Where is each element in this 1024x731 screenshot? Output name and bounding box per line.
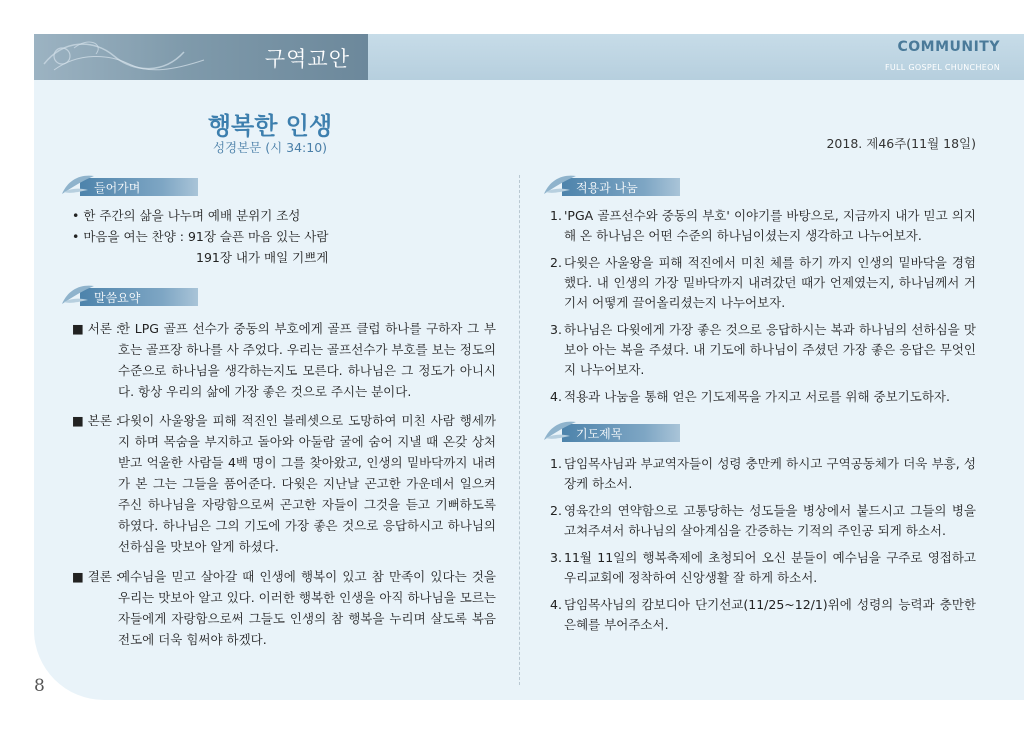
- item-number: 4.: [550, 597, 562, 612]
- list-item: [550, 206, 976, 246]
- leaf-icon: [58, 170, 98, 198]
- intro-heading: [58, 176, 203, 196]
- lesson-date: 2018. 제46주(11월 18일): [826, 136, 976, 151]
- page-header: [34, 34, 1024, 80]
- list-item: [550, 548, 976, 588]
- list-item: [550, 320, 976, 380]
- application-heading-label: 적용과 나눔: [576, 181, 638, 195]
- prayer-heading: [540, 422, 685, 442]
- leaf-icon: [540, 170, 580, 198]
- item-number: 4.: [550, 389, 562, 404]
- item-text: 적용과 나눔을 통해 얻은 기도제목을 가지고 서로를 위해 중보기도하자.: [564, 389, 950, 404]
- sermon-body: [72, 410, 496, 560]
- list-item: [550, 595, 976, 635]
- sermon-intro-label: ■ 서론 :: [72, 321, 121, 336]
- sermon-intro: [72, 318, 496, 406]
- sermon-intro-text: 한 LPG 골프 선수가 중동의 부호에게 골프 클럽 하나를 구하자 그 부호는 골프장 하나를 사 주었다. 우리는 골프선수가 부호를 보는 정도의 수준으로 하나님을 생각하는지도 모른다. 하나님은 그 정도가 아니시다. 항상 우리의 삶에 가장 좋은 것으로 주시는 분이다.: [118, 321, 496, 399]
- summary-heading-label: 말씀요약: [94, 291, 141, 305]
- header-brand-band: [368, 34, 1024, 80]
- page-number: 8: [34, 676, 45, 696]
- list-item: [550, 454, 976, 494]
- intro-line: • 한 주간의 삶을 나누며 예배 분위기 조성: [72, 208, 301, 223]
- item-text: 다윗은 사울왕을 피해 적진에서 미친 체를 하기 까지 인생의 밑바닥을 경험했다. 내 인생의 가장 밑바닥까지 내려갔던 때가 언제였는지, 하나님께서 거기서 어떻게 끌어올리셨는지 나누어보자.: [564, 255, 976, 310]
- item-number: 3.: [550, 322, 562, 337]
- intro-heading-label: 들어가며: [94, 181, 141, 195]
- intro-list: [72, 205, 502, 268]
- scripture-reference: 성경본문 (시 34:10): [212, 140, 328, 155]
- item-text: 영육간의 연약함으로 고통당하는 성도들을 병상에서 붙드시고 그들의 병을 고쳐주셔서 하나님의 살아계심을 간증하는 기적의 주인공 되게 하소서.: [564, 503, 976, 538]
- prayer-heading-label: 기도제목: [576, 427, 623, 441]
- application-list: [550, 206, 976, 414]
- summary-heading: [58, 286, 203, 306]
- item-text: 'PGA 골프선수와 중동의 부호' 이야기를 바탕으로, 지금까지 내가 믿고 의지해 온 하나님은 어떤 수준의 하나님이셨는지 생각하고 나누어보자.: [564, 208, 976, 243]
- sermon-body-text: 다윗이 사울왕을 피해 적진인 블레셋으로 도망하여 미친 사람 행세까지 하며 목숨을 부지하고 돌아와 아둘람 굴에 숨어 지낼 때 온갖 상처받고 억울한 사람들 4백 명이 그를 찾아왔고, 인생의 밑바닥까지 내려가 본 그는 그들을 품어준다. 다윗은 지난날 곤고한 가운데서 일으켜 주신 하나님을 자랑함으로써 곤고한 자들이 그것을 듣고 기뻐하도록 하였다. 하나님은 그의 기도에 가장 좋은 것으로 응답하시고 하나님의 선하심을 맛보아 알게 하셨다.: [118, 413, 496, 554]
- prayer-list: [550, 454, 976, 642]
- section-title: 구역교안: [264, 47, 350, 71]
- column-divider: [519, 175, 520, 685]
- sermon-conclusion-label: ■ 결론 :: [72, 569, 121, 584]
- sermon-body-label: ■ 본론 :: [72, 413, 121, 428]
- lesson-title: 행복한 인생: [207, 111, 333, 140]
- item-text: 담임목사님과 부교역자들이 성령 충만케 하시고 구역공동체가 더욱 부흥, 성장케 하소서.: [564, 456, 976, 491]
- swirl-ornament-icon: [34, 34, 234, 80]
- list-item: [550, 387, 976, 407]
- item-text: 담임목사님의 캄보디아 단기선교(11/25~12/1)위에 성령의 능력과 충만한 은혜를 부어주소서.: [564, 597, 976, 632]
- item-number: 1.: [550, 456, 562, 471]
- brand-title: COMMUNITY: [897, 39, 1000, 55]
- item-number: 1.: [550, 208, 562, 223]
- header-section-band: [34, 34, 368, 80]
- list-item: [550, 501, 976, 541]
- sermon-conclusion-text: 예수님을 믿고 살아갈 때 인생에 행복이 있고 참 만족이 있다는 것을 우리는 맛보아 알고 있다. 이러한 행복한 인생을 아직 하나님을 모르는 자들에게 자랑함으로써 그들도 인생의 참 행복을 누리며 살도록 복음전도에 더욱 힘써야 하겠다.: [118, 569, 496, 647]
- item-text: 하나님은 다윗에게 가장 좋은 것으로 응답하시는 복과 하나님의 선하심을 맛보아 아는 복을 주셨다. 내 기도에 하나님이 주셨던 가장 좋은 응답은 무엇인지 나누어보자.: [564, 322, 976, 377]
- intro-line: 191장 내가 매일 기쁘게: [196, 250, 329, 265]
- intro-line: • 마음을 여는 찬양 : 91장 슬픈 마음 있는 사람: [72, 229, 329, 244]
- brand-subtitle: FULL GOSPEL CHUNCHEON: [884, 63, 1000, 72]
- item-number: 2.: [550, 503, 562, 518]
- item-text: 11월 11일의 행복축제에 초청되어 오신 분들이 예수님을 구주로 영접하고 우리교회에 정착하여 신앙생활 잘 하게 하소서.: [564, 550, 976, 585]
- leaf-icon: [540, 416, 580, 444]
- application-heading: [540, 176, 685, 196]
- sermon-conclusion: [72, 566, 496, 654]
- list-item: [550, 253, 976, 313]
- item-number: 2.: [550, 255, 562, 270]
- item-number: 3.: [550, 550, 562, 565]
- leaf-icon: [58, 280, 98, 308]
